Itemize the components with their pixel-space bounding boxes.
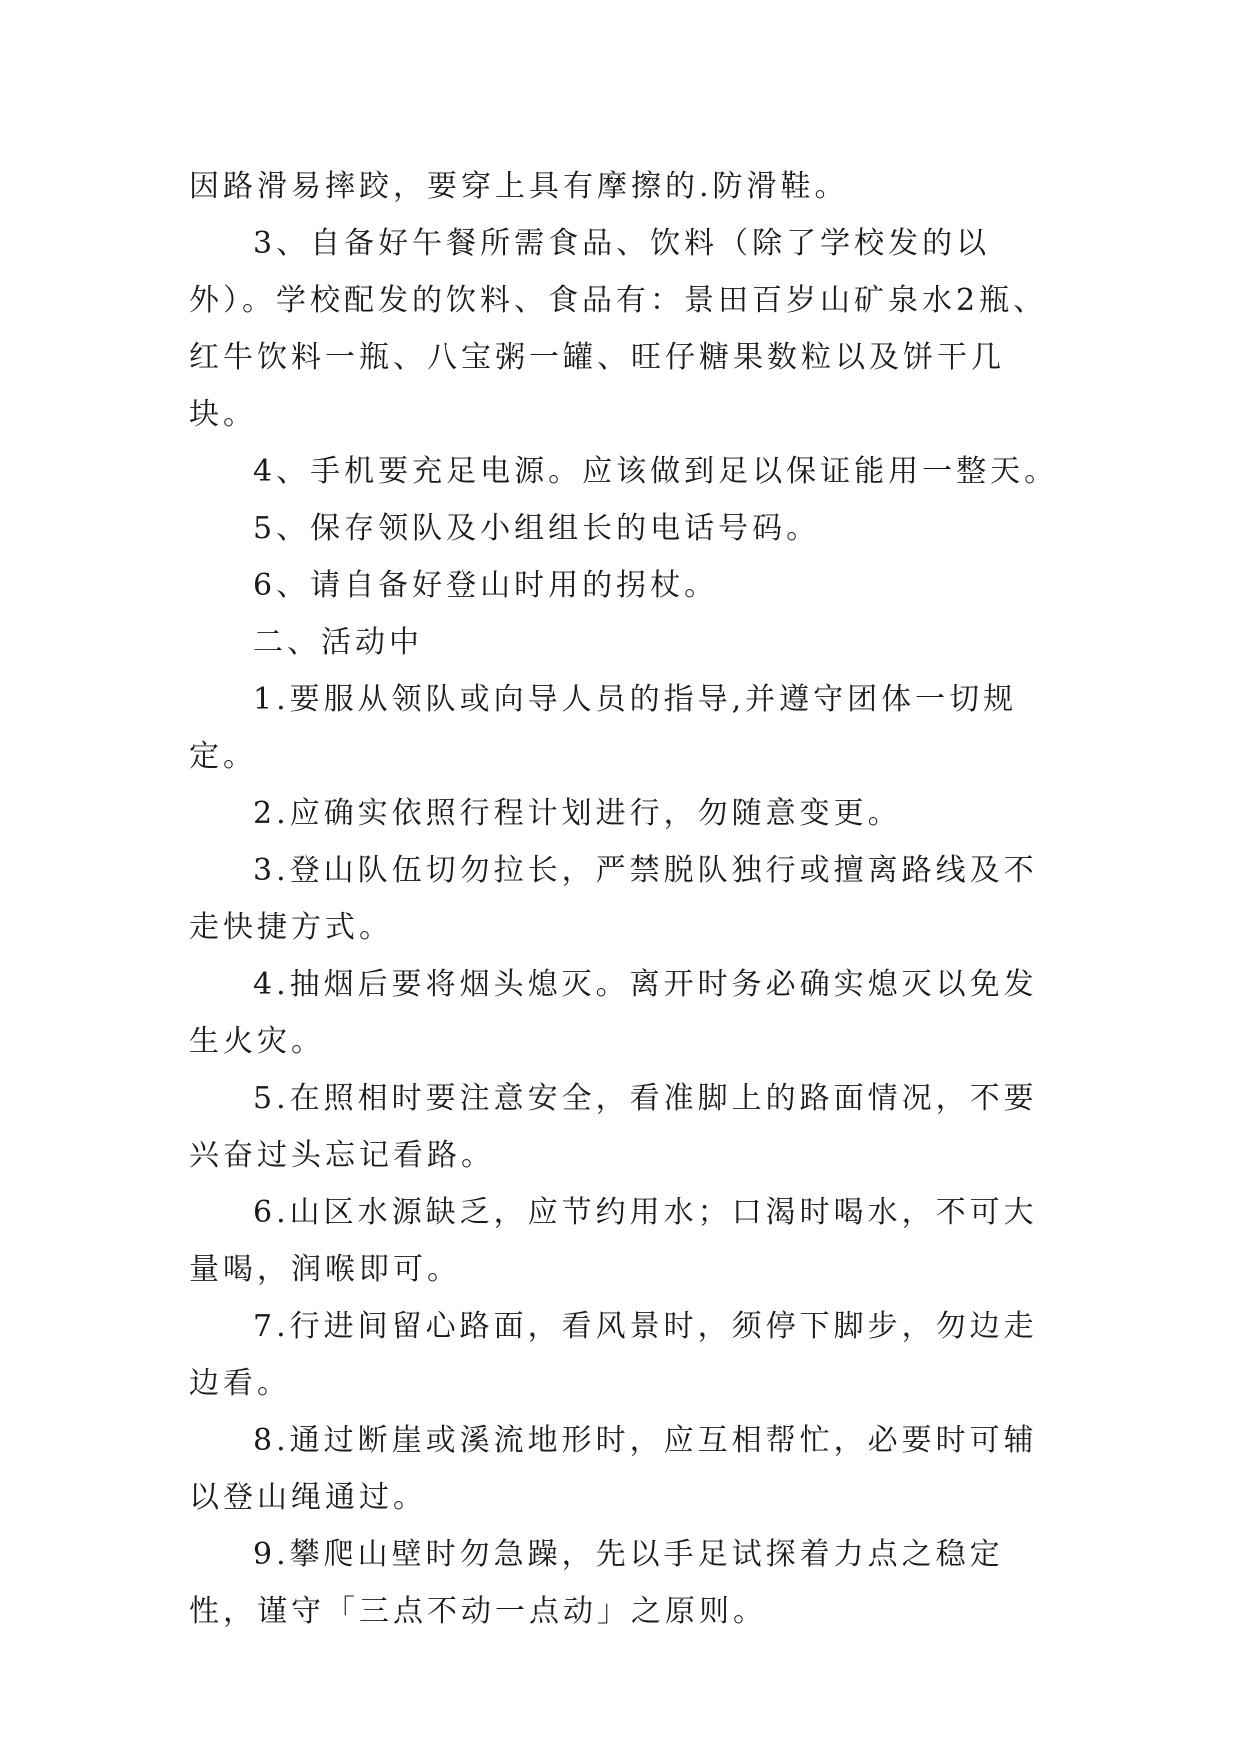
- paragraph: 1.要服从领队或向导人员的指导,并遵守团体一切规定。: [189, 682, 1018, 774]
- paragraph: 4、手机要充足电源。应该做到足以保证能用一整天。: [253, 454, 1059, 489]
- paragraph: 4.抽烟后要将烟头熄灭。离开时务必确实熄灭以免发生火灾。: [189, 967, 1038, 1059]
- paragraph: 3、自备好午餐所需食品、饮料（除了学校发的以外）。学校配发的饮料、食品有：景田百岁山矿泉水2瓶、红牛饮料一瓶、八宝粥一罐、旺仔糖果数粒以及饼干几块。: [189, 226, 1048, 432]
- paragraph: 5.在照相时要注意安全，看准脚上的路面情况，不要兴奋过头忘记看路。: [189, 1081, 1038, 1173]
- paragraph: 2.应确实依照行程计划进行，勿随意变更。: [253, 796, 902, 831]
- paragraph: 6.山区水源缺乏，应节约用水；口渴时喝水，不可大量喝，润喉即可。: [189, 1195, 1038, 1287]
- paragraph: 6、请自备好登山时用的拐杖。: [253, 568, 719, 603]
- paragraph: 3.登山队伍切勿拉长，严禁脱队独行或擅离路线及不走快捷方式。: [189, 853, 1038, 945]
- paragraph: 5、保存领队及小组组长的电话号码。: [253, 511, 821, 546]
- paragraph: 8.通过断崖或溪流地形时，应互相帮忙，必要时可辅以登山绳通过。: [189, 1423, 1038, 1515]
- paragraph: 因路滑易摔跤，要穿上具有摩擦的.防滑鞋。: [189, 169, 849, 204]
- paragraph: 7.行进间留心路面，看风景时，须停下脚步，勿边走边看。: [189, 1309, 1038, 1401]
- paragraph: 9.攀爬山壁时勿急躁，先以手足试探着力点之稳定性，谨守「三点不动一点动」之原则。: [189, 1537, 1004, 1629]
- section-heading: 二、活动中: [253, 625, 423, 660]
- document-body: [189, 158, 1069, 1640]
